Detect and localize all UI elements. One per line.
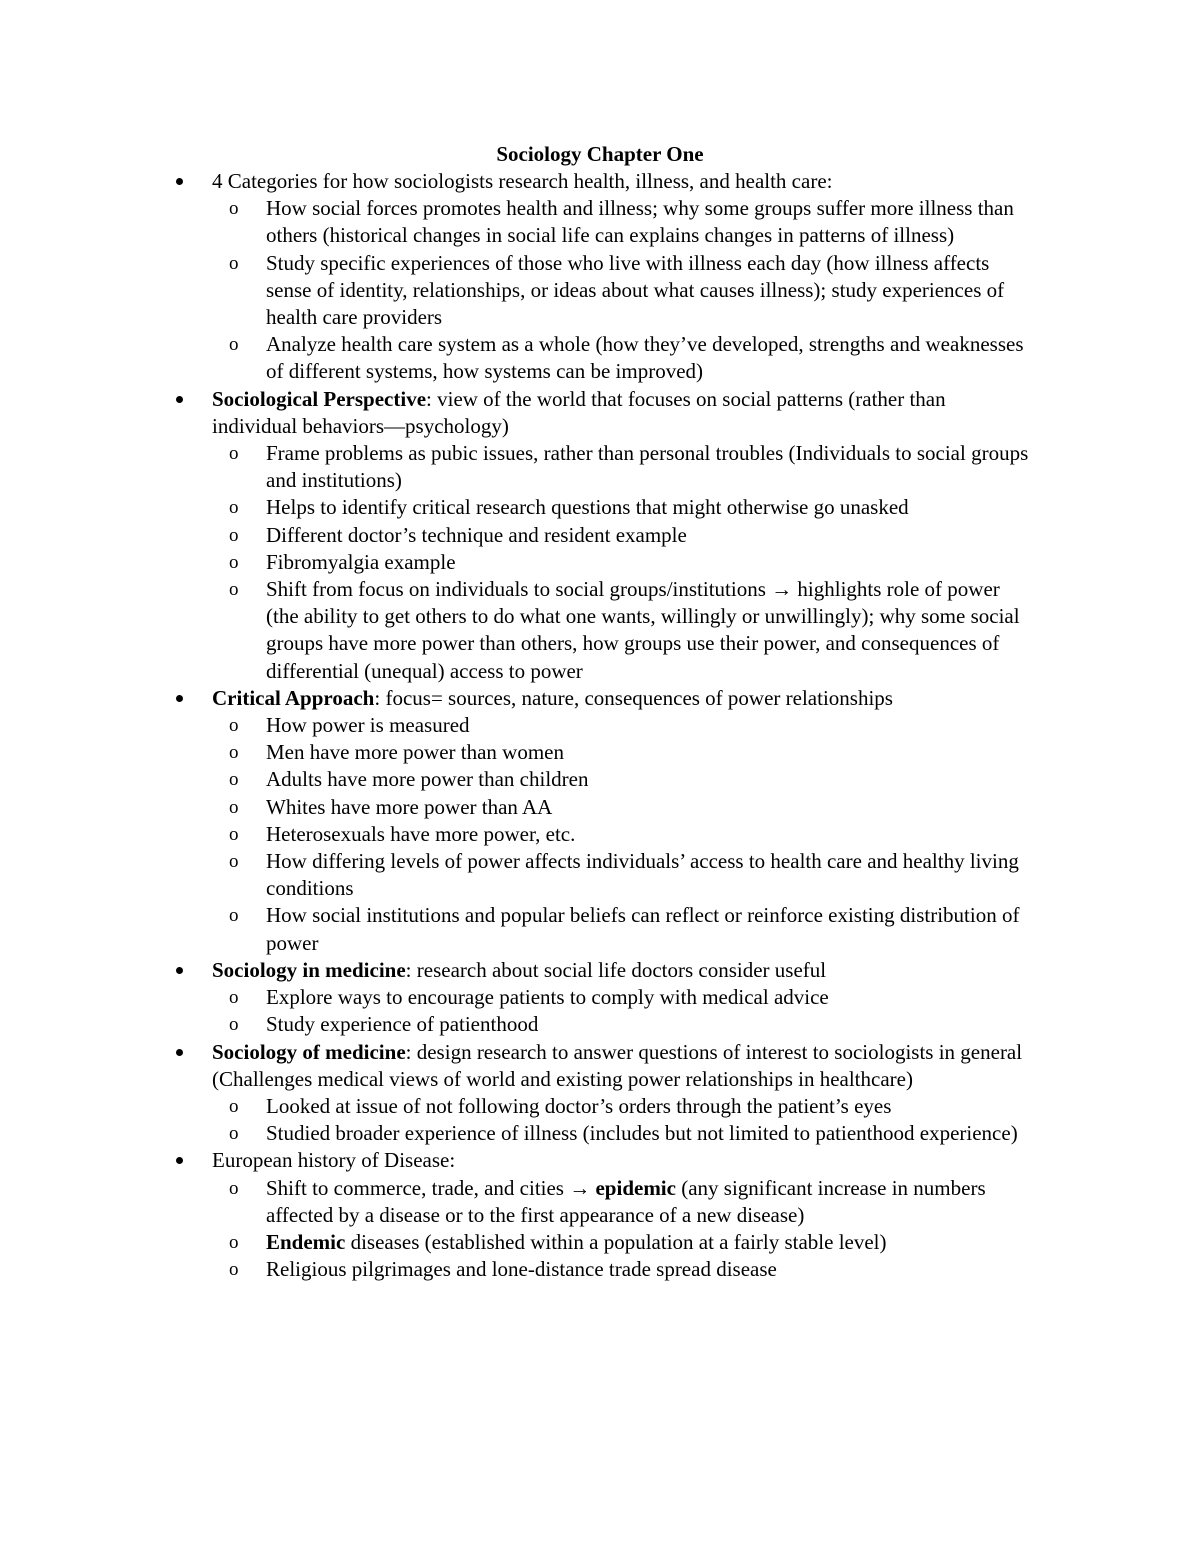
item-text: : design research to answer questions of interest to sociologists in general (Challenges medical views of world and existing power relationships in healthcare) <box>212 1039 1023 1091</box>
sub-list-item <box>229 1120 1032 1147</box>
bullet-icon <box>176 1049 183 1056</box>
item-text: Analyze health care system as a whole (how they’ve developed, strengths and weaknesses of different systems, how systems can be improved) <box>266 332 1024 384</box>
sub-list <box>229 1175 1032 1284</box>
circle-bullet-icon: o <box>229 823 239 845</box>
outline-list <box>212 168 1032 1283</box>
circle-bullet-icon: o <box>229 1123 239 1145</box>
item-text: Helps to identify critical research questions that might otherwise go unasked <box>266 495 909 520</box>
circle-bullet-icon: o <box>229 1095 239 1117</box>
item-text: How power is measured <box>266 713 470 738</box>
term-label: Sociological Perspective <box>212 386 427 411</box>
circle-bullet-icon: o <box>229 742 239 764</box>
item-text: How social forces promotes health and illness; why some groups suffer more illness than others (historical changes in social life can explains changes in patterns of illness) <box>266 196 1014 248</box>
bullet-icon <box>176 396 183 403</box>
sub-list-item <box>229 195 1032 249</box>
item-text: European history of Disease: <box>212 1148 456 1173</box>
sub-list-item <box>229 549 1032 576</box>
circle-bullet-icon: o <box>229 334 239 356</box>
circle-bullet-icon: o <box>229 1014 239 1036</box>
circle-bullet-icon: o <box>229 715 239 737</box>
item-text: Religious pilgrimages and lone-distance trade spread disease <box>266 1257 777 1282</box>
term-label: Sociology of medicine <box>212 1039 406 1064</box>
sub-list-item <box>229 766 1032 793</box>
sub-list <box>229 984 1032 1038</box>
item-text: : research about social life doctors consider useful <box>405 957 827 982</box>
circle-bullet-icon: o <box>229 524 239 546</box>
sub-list-item <box>229 1229 1032 1256</box>
item-text: diseases (established within a population at a fairly stable level) <box>345 1229 887 1254</box>
circle-bullet-icon: o <box>229 1259 239 1281</box>
circle-bullet-icon: o <box>229 851 239 873</box>
circle-bullet-icon: o <box>229 579 239 601</box>
sub-list-item <box>229 984 1032 1011</box>
list-item <box>212 1039 1032 1148</box>
item-text: (any significant increase in numbers affected by a disease or to the first appearance of a new disease) <box>266 1175 986 1227</box>
sub-list-item <box>229 494 1032 521</box>
circle-bullet-icon: o <box>229 252 239 274</box>
item-text: Frame problems as pubic issues, rather than personal troubles (Individuals to social groups and institutions) <box>266 441 1029 493</box>
sub-list-item <box>229 1011 1032 1038</box>
document-body <box>212 168 1032 1283</box>
bullet-icon <box>176 1157 183 1164</box>
sub-list-item <box>229 522 1032 549</box>
sub-list-item <box>229 576 1032 685</box>
item-text: Explore ways to encourage patients to comply with medical advice <box>266 985 829 1010</box>
list-item <box>212 685 1032 957</box>
list-item <box>212 168 1032 386</box>
sub-list-item <box>229 712 1032 739</box>
term-label: Critical Approach <box>212 685 375 710</box>
item-text: Men have more power than women <box>266 740 564 765</box>
circle-bullet-icon: o <box>229 198 239 220</box>
sub-list-item <box>229 1175 1032 1229</box>
item-text: Shift from focus on individuals to social groups/institutions → highlights role of power (the ability to get others to do what one wants, willingly or unwillingly); why some social groups have more power than others, how groups use their power, and consequences of differential (unequal) access to power <box>266 577 1020 683</box>
item-text: Heterosexuals have more power, etc. <box>266 821 576 846</box>
bullet-icon <box>176 695 183 702</box>
sub-list-item <box>229 250 1032 332</box>
item-text: : focus= sources, nature, consequences of power relationships <box>374 685 893 710</box>
circle-bullet-icon: o <box>229 796 239 818</box>
item-text: Looked at issue of not following doctor’s orders through the patient’s eyes <box>266 1093 892 1118</box>
sub-list-item <box>229 794 1032 821</box>
sub-list-item <box>229 440 1032 494</box>
item-text: 4 Categories for how sociologists research health, illness, and health care: <box>212 169 833 193</box>
sub-list <box>229 440 1032 685</box>
sub-list-item <box>229 902 1032 956</box>
list-item <box>212 957 1032 1039</box>
item-text: Different doctor’s technique and resident example <box>266 522 687 547</box>
list-item <box>212 386 1032 685</box>
circle-bullet-icon: o <box>229 551 239 573</box>
bullet-icon <box>176 178 183 185</box>
circle-bullet-icon: o <box>229 1231 239 1253</box>
sub-list-item <box>229 1256 1032 1283</box>
term-label: Endemic <box>266 1229 346 1254</box>
circle-bullet-icon: o <box>229 497 239 519</box>
circle-bullet-icon: o <box>229 905 239 927</box>
sub-list <box>229 1093 1032 1147</box>
item-text: Studied broader experience of illness (includes but not limited to patienthood experience) <box>266 1121 1018 1146</box>
item-text: How differing levels of power affects individuals’ access to health care and healthy living conditions <box>266 849 1019 901</box>
bullet-icon <box>176 967 183 974</box>
sub-list <box>229 712 1032 957</box>
item-text: Adults have more power than children <box>266 767 589 792</box>
circle-bullet-icon: o <box>229 987 239 1009</box>
item-text: Study specific experiences of those who live with illness each day (how illness affects sense of identity, relationships, or ideas about what causes illness); study experiences of health care providers <box>266 250 1005 330</box>
item-text: Whites have more power than AA <box>266 794 553 819</box>
term-label: epidemic <box>595 1175 676 1200</box>
list-item <box>212 1147 1032 1283</box>
item-text: : view of the world that focuses on social patterns (rather than individual behaviors—psychology) <box>212 386 946 438</box>
item-text: Fibromyalgia example <box>266 549 456 574</box>
document-title: Sociology Chapter One <box>496 142 704 166</box>
circle-bullet-icon: o <box>229 1177 239 1199</box>
sub-list-item <box>229 821 1032 848</box>
sub-list-item <box>229 848 1032 902</box>
circle-bullet-icon: o <box>229 769 239 791</box>
sub-list-item <box>229 739 1032 766</box>
sub-list <box>229 195 1032 385</box>
item-text: How social institutions and popular beliefs can reflect or reinforce existing distribution of power <box>266 903 1020 955</box>
circle-bullet-icon: o <box>229 443 239 465</box>
term-label: Sociology in medicine <box>212 957 406 982</box>
item-text: Study experience of patienthood <box>266 1012 539 1037</box>
sub-list-item <box>229 1093 1032 1120</box>
sub-list-item <box>229 331 1032 385</box>
item-text: Shift to commerce, trade, and cities → <box>266 1175 596 1200</box>
